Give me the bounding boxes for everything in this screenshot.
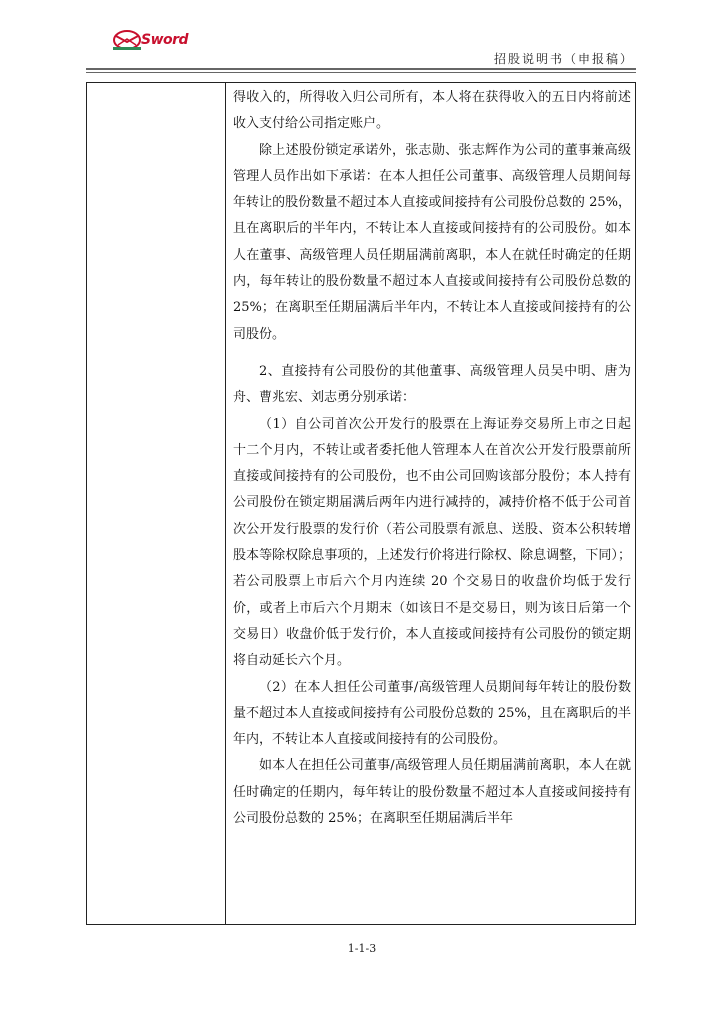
paragraph-director-commitment: 除上述股份锁定承诺外，张志勋、张志辉作为公司的董事兼高级管理人员作出如下承诺：在本人担任公司董事、高级管理人员期间每年转让的股份数量不超过本人直接或间接持有公司股份总数的 25%，且在离职后的半年内，不转让本人直接或间接持有的公司股份。如本人在董事、高级管理人员任期届满前离职，本人在就任时确定的任期内，每年转让的股份数量不超过本人直接或间接持有公司股份总数的 25%；在离职至任期届满后半年内，不转让本人直接或间接持有的公司股份。 [233,142,631,342]
paragraph-item-2-heading: 2、直接持有公司股份的其他董事、高级管理人员吴中明、唐为舟、曹兆宏、刘志勇分别承诺： [233,363,631,406]
header-rule-thin [86,72,636,73]
document-title: 招股说明书（申报稿） [493,52,634,66]
paragraph-early-departure: 如本人在担任公司董事/高级管理人员任期届满前离职，本人在就任时确定的任期内，每年转让的股份数量不超过本人直接或间接持有公司股份总数的 25%；在离职至任期届满后半年 [233,758,631,827]
table-content-cell [233,85,631,832]
paragraph-item-2-2: （2）在本人担任公司董事/高级管理人员期间每年转让的股份数量不超过本人直接或间接持有公司股份总数的 25%，且在离职后的半年内，不转让本人直接或间接持有的公司股份。 [233,679,631,748]
commitment-table [86,82,636,925]
table-column-divider [225,83,226,924]
paragraph-item-2-1: （1）自公司首次公开发行的股票在上海证券交易所上市之日起十二个月内，不转让或者委托他人管理本人在首次公开发行股票前所直接或间接持有的公司股份，也不由公司回购该部分股份；本人持有公司股份在锁定期届满后两年内进行减持的，减持价格不低于公司首次公开发行股票的发行价（若公司股票有派息、送股、资本公积转增股本等除权除息事项的，上述发行价将进行除权、除息调整，下同）；若公司股票上市后六个月内连续 20 个交易日的收盘价均低于发行价，或者上市后六个月期末（如该日不是交易日，则为该日后第一个交易日）收盘价低于发行价，本人直接或间接持有公司股份的锁定期将自动延长六个月。 [233,416,631,669]
logo-emblem-icon [112,28,142,52]
page-number: 1-1-3 [347,942,377,955]
company-logo [112,28,192,54]
header-rule [86,68,636,70]
logo-wordmark: Sword [141,32,189,48]
paragraph-continuation: 得收入的，所得收入归公司所有，本人将在获得收入的五日内将前述收入支付给公司指定账户。 [233,90,631,132]
